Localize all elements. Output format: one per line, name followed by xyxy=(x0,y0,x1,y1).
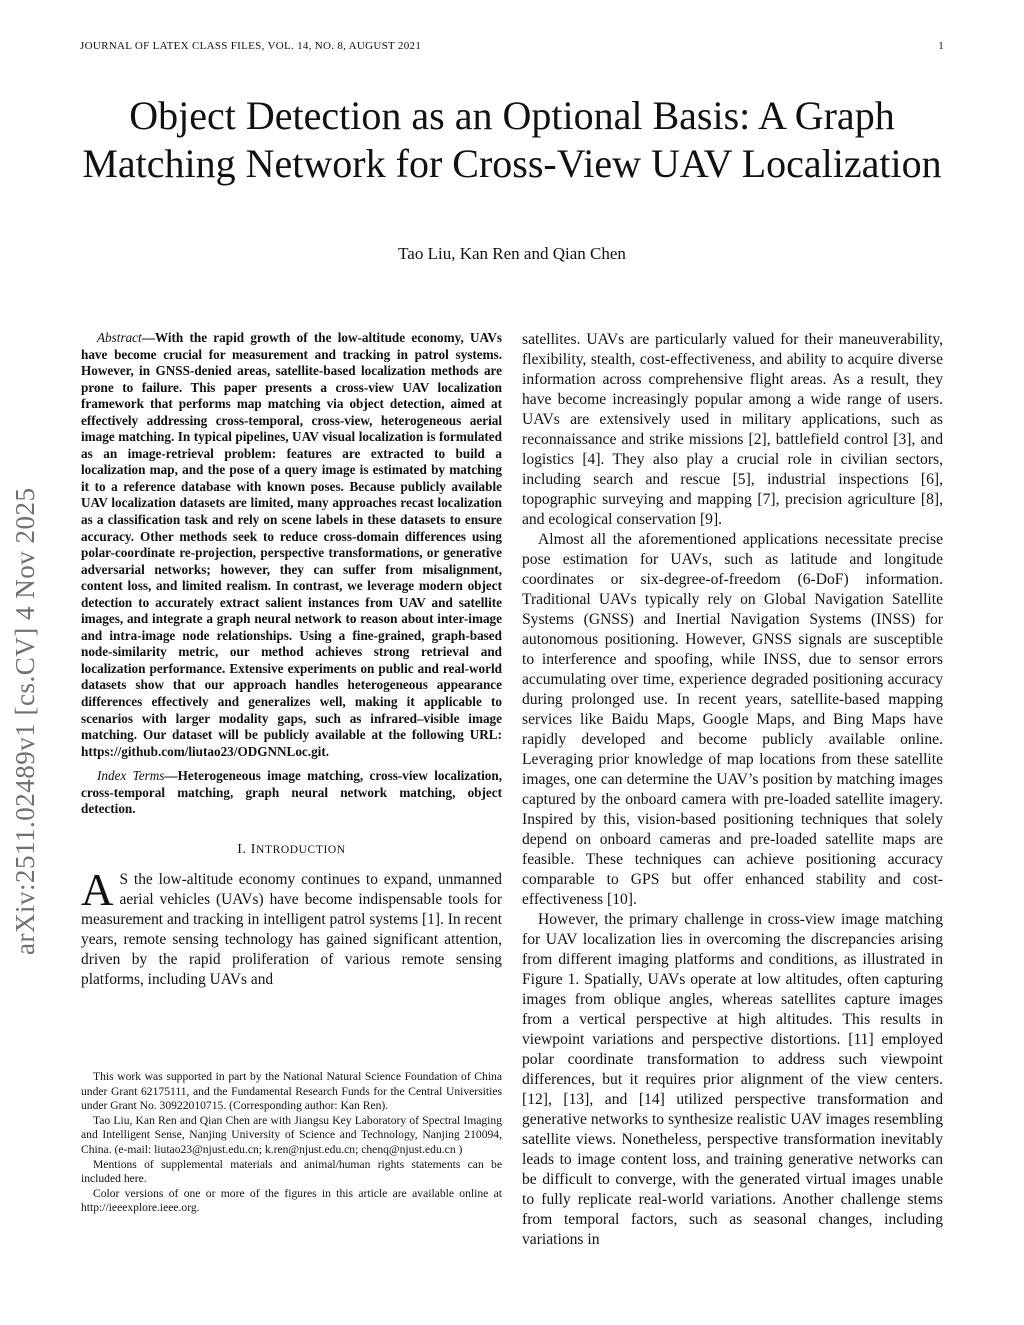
body-paragraph: However, the primary challenge in cross-view image matching for UAV localization lies in overcoming the discrepancies arising from different imaging platforms and conditions, as illustrated in Figure 1. Spatially, UAVs operate at low altitudes, often capturing images from oblique angles, whereas satellites capture images from a vertical perspective at high altitudes. This results in viewpoint variations and perspective distortions. [11] employed polar coordinate transformation to address such viewpoint differences, but it requires prior alignment of the view centers. [12], [13], and [14] utilized perspective transformation and generative networks to synthesize realistic UAV images resembling satellite views. Nonetheless, perspective transformation inevitably leads to image content loss, and training generative networks can be difficult to converge, with the generated virtual images unable to fully replicate real-world variations. Another challenge stems from temporal factors, such as seasonal changes, including variations in xyxy=(522,911,943,1248)
body-paragraph: Almost all the aforementioned applications necessitate precise pose estimation for UAVs, such as latitude and longitude coordinates or six-degree-of-freedom (6-DoF) information. Traditional UAVs typically rely on Global Navigation Satellite Systems (GNSS) and Inertial Navigation Systems (INSS) for autonomous positioning. However, GNSS signals are susceptible to interference and spoofing, while INSS, due to sensor errors accumulating over time, experience degraded positioning accuracy during prolonged use. In recent years, satellite-based mapping services like Baidu Maps, Google Maps, and Bing Maps have rapidly developed and become publicly available online. Leveraging prior knowledge of map locations from these satellite images, one can determine the UAV’s position by matching images captured by the onboard camera with pre-loaded satellite imagery. Inspired by this, vision-based positioning techniques that solely depend on onboard cameras and pre-loaded satellite maps are feasible. These techniques can achieve positioning accuracy comparable to GPS but offer enhanced stability and cost-effectiveness [10]. xyxy=(522,531,943,908)
footnote-supplemental: Mentions of supplemental materials and animal/human rights statements can be included here. xyxy=(81,1157,502,1186)
right-column xyxy=(522,330,943,1250)
section-heading-introduction xyxy=(81,840,502,860)
footnote-affiliation: Tao Liu, Kan Ren and Qian Chen are with Jiangsu Key Laboratory of Spectral Imaging and Intelligent Sense, Nanjing University of Science and Technology, Nanjing 210094, China. (e-mail: liutao23@njust.edu.cn; k.ren@njust.edu.cn; chenq@njust.edu.cn ) xyxy=(81,1113,502,1156)
section-title-rest: NTRODUCTION xyxy=(256,843,346,856)
arxiv-identifier[interactable]: arXiv:2511.02489v1 [cs.CV] 4 Nov 2025 xyxy=(10,487,40,955)
index-terms-label: Index Terms xyxy=(97,768,165,784)
intro-text: S the low-altitude economy continues to expand, unmanned aerial vehicles (UAVs) have become indispensable tools for measurement and tracking in intelligent patrol systems [1]. In recent years, remote sensing technology has gained significant attention, driven by the rapid proliferation of various remote sensing platforms, including UAVs and xyxy=(81,870,502,988)
left-column xyxy=(81,330,502,990)
footnote-funding: This work was supported in part by the National Natural Science Foundation of China under Grant 62175111, and the Fundamental Research Funds for the Central Universities under Grant No. 30922010715. (Corresponding author: Kan Ren). xyxy=(81,1070,502,1113)
footnotes xyxy=(81,1070,502,1216)
body-paragraph: satellites. UAVs are particularly valued for their maneuverability, flexibility, stealth, cost-effectiveness, and ability to acquire diverse information across comprehensive flight areas. As a result, they have become increasingly popular among a wide range of users. UAVs are extensively used in military applications, such as reconnaissance and strike missions [2], battlefield control [3], and logistics [4]. They also play a crucial role in civilian sectors, including search and rescue [5], industrial inspections [6], topographic surveying and mapping [7], precision agriculture [8], and ecological conservation [9]. xyxy=(522,331,943,528)
page-number: 1 xyxy=(938,40,944,52)
paper-title: Object Detection as an Optional Basis: A Graph Matching Network for Cross-View UAV Localization xyxy=(82,93,942,186)
abstract xyxy=(81,330,502,760)
index-terms xyxy=(81,768,502,818)
abstract-text: —With the rapid growth of the low-altitude economy, UAVs have become crucial for measurement and tracking in patrol systems. However, in GNSS-denied areas, satellite-based localization methods are prone to failure. This paper presents a cross-view UAV localization framework that performs map matching via object detection, aimed at effectively addressing cross-temporal, cross-view, heterogeneous aerial image matching. In typical pipelines, UAV visual localization is formulated as an image-retrieval problem: features are extracted to build a localization map, and the pose of a query image is estimated by matching it to a reference database with known poses. Because publicly available UAV localization datasets are limited, many approaches recast localization as a classification task and rely on scene labels in these datasets to ensure accuracy. Other methods seek to reduce cross-domain differences using polar-coordinate re-projection, perspective transformations, or generative adversarial networks; however, they can suffer from misalignment, content loss, and limited realism. In contrast, we leverage modern object detection to accurately extract salient instances from UAV and satellite images, and integrate a graph neural network to reason about inter-image and intra-image node relationships. Using a fine-grained, graph-based node-similarity metric, our method achieves strong retrieval and localization performance. Extensive experiments on public and real-world datasets show that our approach handles heterogeneous appearance differences effectively and generalizes well, making it applicable to scenarios with larger modality gaps, such as infrared–visible image matching. Our dataset will be publicly available at the following URL: https://github.com/liutao23/ODGNNLoc.git. xyxy=(81,330,502,759)
intro-paragraph xyxy=(81,864,502,990)
section-first-letter: I xyxy=(250,841,257,857)
section-numeral: I. xyxy=(237,841,247,857)
abstract-label: Abstract xyxy=(97,330,142,345)
author-list: Tao Liu, Kan Ren and Qian Chen xyxy=(398,244,626,263)
footnote-color-versions: Color versions of one or more of the figures in this article are available online at http://ieeexplore.ieee.org. xyxy=(81,1186,502,1215)
drop-cap: A xyxy=(81,864,114,915)
index-terms-text: —Heterogeneous image matching, cross-view localization, cross-temporal matching, graph neural network matching, object detection. xyxy=(81,768,502,817)
journal-header: JOURNAL OF LATEX CLASS FILES, VOL. 14, NO. 8, AUGUST 2021 xyxy=(80,40,422,52)
